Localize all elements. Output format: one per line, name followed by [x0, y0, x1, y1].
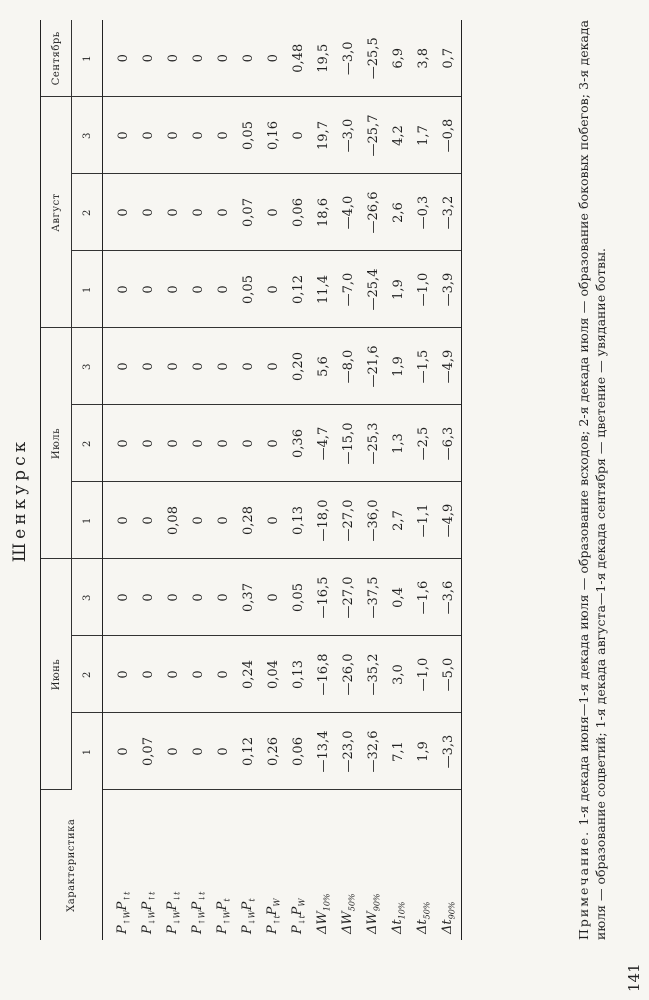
month-header-row — [41, 20, 72, 940]
table-cell: —4,9 — [436, 482, 462, 559]
table-cell: 0 — [161, 405, 186, 482]
table-cell: —25,7 — [361, 97, 386, 174]
table-cell: —3,0 — [336, 20, 361, 97]
table-cell: 0 — [161, 328, 186, 405]
table-cell: —18,0 — [311, 482, 336, 559]
decade-header: 2 — [72, 636, 103, 713]
table-cell: 0 — [261, 559, 286, 636]
table-cell: 0 — [161, 636, 186, 713]
table-cell: 0 — [103, 97, 137, 174]
table-cell: 0 — [211, 174, 236, 251]
table-cell: —16,8 — [311, 636, 336, 713]
decade-header: 2 — [72, 405, 103, 482]
row-label: $\Delta W_{10\%}$ — [315, 893, 332, 934]
table-cell: —1,6 — [411, 559, 436, 636]
month-header: Июнь — [41, 559, 72, 790]
table-cell: 18,6 — [311, 174, 336, 251]
table-cell: 4,2 — [386, 97, 411, 174]
table-cell: —37,5 — [361, 559, 386, 636]
table-cell: 0,16 — [261, 97, 286, 174]
table-cell: 2,6 — [386, 174, 411, 251]
table-row — [103, 20, 137, 940]
row-label: $\Delta t_{90\%}$ — [436, 790, 462, 940]
table-cell: 0 — [186, 405, 211, 482]
table-row — [336, 20, 361, 940]
table-row — [161, 20, 186, 940]
table-cell: —5,0 — [436, 636, 462, 713]
table-cell: 0,04 — [261, 636, 286, 713]
table-cell: 0 — [186, 713, 211, 790]
table-cell: 0 — [161, 559, 186, 636]
table-cell: 0 — [136, 636, 161, 713]
table-row — [236, 20, 261, 940]
table-cell: —1,1 — [411, 482, 436, 559]
table-header — [41, 20, 103, 940]
table-cell: 0 — [261, 482, 286, 559]
footnote-lead: Примечание. — [576, 829, 591, 940]
table-cell: —3,3 — [436, 713, 462, 790]
table-row — [311, 20, 336, 940]
table-cell: 0 — [103, 713, 137, 790]
table-cell: —4,0 — [336, 174, 361, 251]
table-cell: 0 — [103, 328, 137, 405]
table-cell: —3,2 — [436, 174, 462, 251]
data-table — [40, 20, 462, 940]
table-cell: 0 — [211, 636, 236, 713]
table-cell: 0,36 — [286, 405, 311, 482]
table-row — [436, 20, 462, 940]
table-cell: 0 — [161, 713, 186, 790]
table-row — [361, 20, 386, 940]
table-cell: 7,1 — [386, 713, 411, 790]
table-cell: —26,0 — [336, 636, 361, 713]
row-label: $P_{↑W}P_{↓t}$ — [190, 891, 207, 934]
row-label: $P_{↓W}P_{↓t}$ — [165, 891, 182, 934]
table-cell: 0 — [161, 251, 186, 328]
table-cell: 0 — [136, 174, 161, 251]
table-cell: —16,5 — [311, 559, 336, 636]
table-cell: —27,0 — [336, 559, 361, 636]
table-cell: 0 — [136, 251, 161, 328]
decade-header: 3 — [72, 559, 103, 636]
table-cell: 0 — [161, 174, 186, 251]
table-cell: 0 — [136, 559, 161, 636]
table-cell: 1,9 — [386, 328, 411, 405]
table-cell: 0 — [236, 20, 261, 97]
row-label: $P_{↑W}P_{↑t}$ — [115, 891, 132, 934]
table-cell: —1,0 — [411, 636, 436, 713]
decade-header: 1 — [72, 713, 103, 790]
table-cell: 2,7 — [386, 482, 411, 559]
table-cell: —3,9 — [436, 251, 462, 328]
table-cell: 0 — [103, 251, 137, 328]
table-cell: 0,06 — [286, 713, 311, 790]
table-cell: 0 — [103, 482, 137, 559]
table-cell: 0,24 — [236, 636, 261, 713]
table-row — [211, 20, 236, 940]
footnote-text: 1-я декада июня—1-я декада июля — образование всходов; 2-я декада июля — образование боковых побегов; 3-я декада июля — образование соцветий; 1-я декада августа—1-я декада сентября — цветение — увядание ботвы. — [576, 20, 608, 940]
table-cell: 0 — [211, 328, 236, 405]
table-cell: 0 — [211, 559, 236, 636]
table-cell: 0 — [186, 636, 211, 713]
table-cell: —35,2 — [361, 636, 386, 713]
table-cell: —8,0 — [336, 328, 361, 405]
table-row — [411, 20, 436, 940]
table-cell: 0 — [103, 405, 137, 482]
table-cell: 0 — [103, 559, 137, 636]
table-cell: —21,6 — [361, 328, 386, 405]
table-cell: 0,12 — [286, 251, 311, 328]
table-cell: 0,26 — [261, 713, 286, 790]
decade-header: 3 — [72, 97, 103, 174]
table-cell: 0,05 — [286, 559, 311, 636]
row-label: $P_{↑W}P_t$ — [215, 898, 232, 934]
table-cell: 0 — [103, 174, 137, 251]
row-label: $\Delta t_{50\%}$ — [415, 901, 432, 934]
table-cell: 0 — [261, 251, 286, 328]
table-cell: 0 — [161, 20, 186, 97]
table-cell: 19,5 — [311, 20, 336, 97]
row-label: $P_{↓W}P_t$ — [240, 898, 257, 934]
row-label: $\Delta W_{90\%}$ — [365, 893, 382, 934]
table-cell: 0,07 — [236, 174, 261, 251]
table-cell: —25,4 — [361, 251, 386, 328]
row-label: $P_{↑t}P_W$ — [265, 898, 282, 934]
table-cell: 0 — [186, 174, 211, 251]
table-cell: —25,3 — [361, 405, 386, 482]
month-header: Сентябрь — [41, 20, 72, 97]
table-row — [261, 20, 286, 940]
table-cell: 3,0 — [386, 636, 411, 713]
footnote — [575, 20, 609, 940]
table-cell: —6,3 — [436, 405, 462, 482]
table-cell: —4,7 — [311, 405, 336, 482]
table-cell: 0 — [236, 405, 261, 482]
table-cell: 0 — [211, 20, 236, 97]
table-cell: —2,5 — [411, 405, 436, 482]
table-cell: 0,4 — [386, 559, 411, 636]
table-cell: 0 — [211, 251, 236, 328]
table-cell: 0 — [161, 97, 186, 174]
table-cell: 1,9 — [386, 251, 411, 328]
table-cell: 0,20 — [286, 328, 311, 405]
table-cell: 1,3 — [386, 405, 411, 482]
table-cell: 0,05 — [236, 97, 261, 174]
table-cell: 1,9 — [411, 713, 436, 790]
table-cell: 0 — [103, 636, 137, 713]
table-cell: —15,0 — [336, 405, 361, 482]
table-cell: —3,6 — [436, 559, 462, 636]
table-cell: 0 — [186, 97, 211, 174]
month-header: Август — [41, 97, 72, 328]
row-label: $\Delta W_{50\%}$ — [340, 893, 357, 934]
decade-header: 1 — [72, 251, 103, 328]
table-cell: 0 — [236, 328, 261, 405]
table-cell: 0 — [136, 20, 161, 97]
table-cell: 0,7 — [436, 20, 462, 97]
table-cell: —3,0 — [336, 97, 361, 174]
row-label: $\Delta t_{10\%}$ — [390, 901, 407, 934]
table-cell: 0 — [261, 174, 286, 251]
table-cell: —1,5 — [411, 328, 436, 405]
table-cell: 0,28 — [236, 482, 261, 559]
table-cell: 0 — [186, 559, 211, 636]
decade-header: 1 — [72, 20, 103, 97]
table-cell: 3,8 — [411, 20, 436, 97]
table-cell: 0,48 — [286, 20, 311, 97]
table-cell: 1,7 — [411, 97, 436, 174]
table-cell: 0,06 — [286, 174, 311, 251]
table-cell: —25,5 — [361, 20, 386, 97]
table-cell: 0 — [136, 482, 161, 559]
table-cell: —26,6 — [361, 174, 386, 251]
decade-header: 2 — [72, 174, 103, 251]
table-cell: —1,0 — [411, 251, 436, 328]
month-header: Июль — [41, 328, 72, 559]
table-cell: 0 — [211, 482, 236, 559]
table-cell: —0,8 — [436, 97, 462, 174]
table-cell: 0 — [186, 328, 211, 405]
table-cell: 5,6 — [311, 328, 336, 405]
table-cell: 0 — [286, 97, 311, 174]
table-cell: 0 — [103, 20, 137, 97]
table-cell: 11,4 — [311, 251, 336, 328]
page-number: 141 — [625, 963, 643, 992]
decade-header: 1 — [72, 482, 103, 559]
table-cell: 19,7 — [311, 97, 336, 174]
table-cell: —23,0 — [336, 713, 361, 790]
table-cell: 0 — [211, 405, 236, 482]
table-row — [186, 20, 211, 940]
table-cell: 0 — [136, 405, 161, 482]
table-cell: 0,08 — [161, 482, 186, 559]
row-label: $P_{↓W}P_{↑t}$ — [140, 891, 157, 934]
table-cell: —4,9 — [436, 328, 462, 405]
table-body — [103, 20, 462, 940]
table-row — [136, 20, 161, 940]
decade-header: 3 — [72, 328, 103, 405]
table-row — [386, 20, 411, 940]
table-cell: 0 — [186, 20, 211, 97]
table-cell: 0 — [136, 97, 161, 174]
table-cell: —36,0 — [361, 482, 386, 559]
table-cell: 0 — [261, 328, 286, 405]
table-cell: 0 — [211, 97, 236, 174]
page-title: Шенкурск — [10, 437, 30, 563]
table-cell: 0,37 — [236, 559, 261, 636]
table-cell: 0,12 — [236, 713, 261, 790]
table-cell: —27,0 — [336, 482, 361, 559]
table-cell: 6,9 — [386, 20, 411, 97]
table-cell: 0,05 — [236, 251, 261, 328]
table-cell: 0 — [261, 405, 286, 482]
table-cell: 0,13 — [286, 636, 311, 713]
table-cell: 0,13 — [286, 482, 311, 559]
table-cell: 0 — [261, 20, 286, 97]
table-cell: —32,6 — [361, 713, 386, 790]
table-cell: 0,07 — [136, 713, 161, 790]
table-cell: —13,4 — [311, 713, 336, 790]
table-cell: 0 — [211, 713, 236, 790]
table-cell: —7,0 — [336, 251, 361, 328]
characteristic-header: Характеристика — [41, 790, 103, 940]
row-label: $P_{↓t}P_W$ — [290, 898, 307, 934]
table-cell: 0 — [186, 251, 211, 328]
table-row — [286, 20, 311, 940]
table-cell: 0 — [186, 482, 211, 559]
table-cell: —0,3 — [411, 174, 436, 251]
table-cell: 0 — [136, 328, 161, 405]
